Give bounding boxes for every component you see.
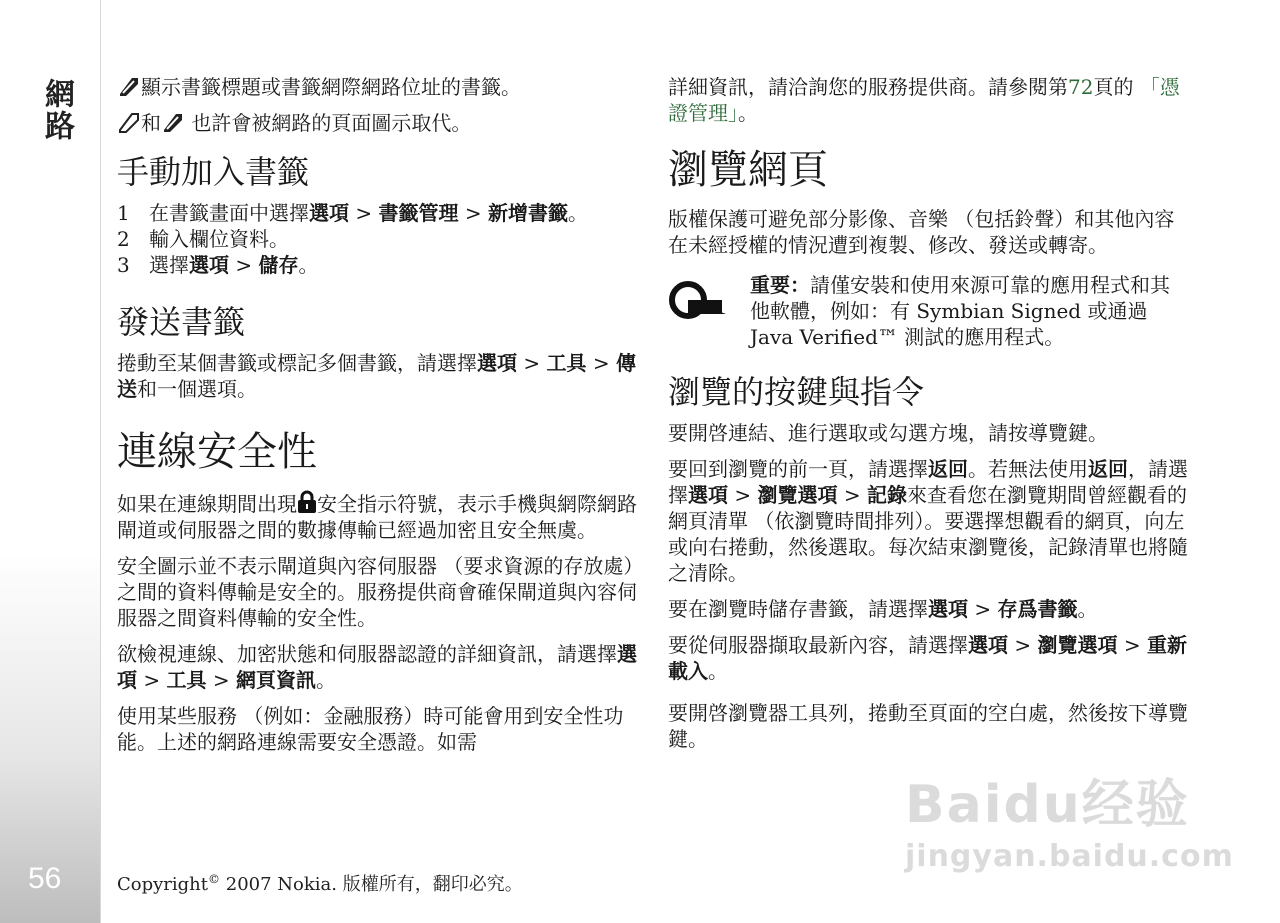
bookmark-icon [161,111,185,133]
continued-paragraph: 詳細資訊，請洽詢您的服務提供商。請參閱第72頁的 「憑證管理」。 [668,75,1180,125]
list-item: 1 在書籤畫面中選擇選項 > 書籤管理 > 新增書籤。 [117,201,588,225]
watermark-url: jingyan.baidu.com [905,839,1234,874]
keys-paragraph-1: 要開啓連結、進行選取或勾選方塊，請按導覽鍵。 [668,421,1108,445]
list-item: 3 選擇選項 > 儲存。 [117,253,319,277]
intro-bookmark-line: 顯示書籤標題或書籤網際網路位址的書籤。 [117,74,637,100]
intro-replace-line: 和 也許會被網路的頁面圖示取代。 [117,110,637,136]
chapter-title: 網路 [39,78,74,142]
watermark [905,762,1234,874]
browse-paragraph: 版權保護可避免部分影像、音樂 （包括鈴聲）和其他內容在未經授權的情況遭到複製、修改、發送或轉寄。 [668,207,1175,257]
keys-paragraph-5: 要開啓瀏覽器工具列，捲動至頁面的空白處，然後按下導覽鍵。 [668,701,1188,751]
keys-paragraph-3: 要在瀏覽時儲存書籤，請選擇選項 > 存爲書籤。 [668,597,1098,621]
right-column [668,74,1188,762]
list-item: 2 輸入欄位資料。 [117,227,289,251]
sidebar [0,0,101,923]
security-paragraph-2: 安全圖示並不表示閘道與內容伺服器 （要求資源的存放處）之間的資料傳輸是安全的。服務提供商會確保閘道與內容伺服器之間資料傳輸的安全性。 [117,554,637,630]
left-column [117,74,637,765]
page-number: 56 [28,862,62,895]
section-heading-browse-web: 瀏覽網頁 [668,147,828,193]
keys-paragraph-2: 要回到瀏覽的前一頁，請選擇返回。若無法使用返回，請選擇選項 > 瀏覽選項 > 記錄來查看您在瀏覽期間曾經觀看的網頁清單 （依瀏覽時間排列）。要選擇想觀看的網頁，向左或向右捲動，然後選取。每次結束瀏覽後，記錄清單也將隨之清除。 [668,457,1188,585]
security-paragraph-4: 使用某些服務 （例如：金融服務）時可能會用到安全性功能。上述的網路連線需要安全憑證。如需 [117,704,624,754]
section-heading-add-bookmark: 手動加入書籤 [117,153,310,191]
section-heading-send-bookmark: 發送書籤 [117,303,246,341]
steps-list [117,200,637,278]
security-paragraph-3: 欲檢視連線、加密狀態和伺服器認證的詳細資訊，請選擇選項 > 工具 > 網頁資訊。 [117,642,637,692]
security-paragraph-1: 如果在連線期間出現 安全指示符號，表示手機與網際網路閘道或伺服器之間的數據傳輸已經過加密且安全無虞。 [117,492,637,542]
cert-management-link[interactable]: 「憑證管理」 [668,75,1180,125]
bookmark-icon [117,75,141,97]
important-note: 重要：請僅安裝和使用來源可靠的應用程式和其他軟體，例如：有 Symbian Signed 或通過 Java Verified™ 測試的應用程式。 [668,272,1188,350]
bookmark-outline-icon [117,111,141,133]
lock-icon [297,490,317,514]
page-reference-link[interactable]: 72 [1068,75,1094,99]
section-heading-browse-keys: 瀏覽的按鍵與指令 [668,373,925,411]
keys-paragraph-4: 要從伺服器擷取最新內容，請選擇選項 > 瀏覽選項 > 重新載入。 [668,633,1187,683]
send-bookmark-text: 捲動至某個書籤或標記多個書籤，請選擇選項 > 工具 > 傳送和一個選項。 [117,351,636,401]
watermark-logo: Baidu经验 [905,775,1190,835]
copyright-footer: Copyright© 2007 Nokia. 版權所有，翻印必究。 [117,872,523,895]
important-note-icon [668,278,728,322]
section-heading-connection-security: 連線安全性 [117,429,317,475]
